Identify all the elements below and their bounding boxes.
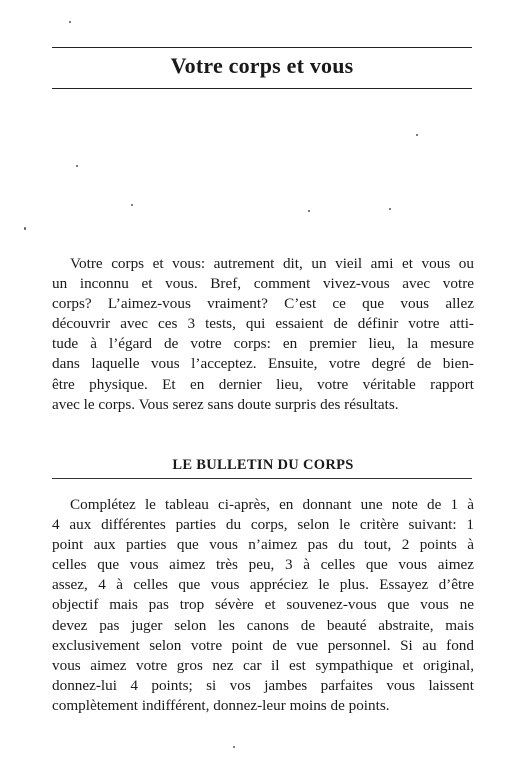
intro-line: un inconnu et vous. Bref, comment vivez-vous avec votre <box>52 275 474 293</box>
body-line: assez, 4 à celles que vous appréciez le plus. Essayez d’être <box>52 576 474 594</box>
body-line: vous aimez votre gros nez car il est sympathique et original, <box>52 656 474 674</box>
scan-speck <box>389 208 391 210</box>
page-title: Votre corps et vous <box>170 53 354 78</box>
title-bottom-rule <box>52 88 472 89</box>
body-line: exclusivement selon votre point de vue personnel. Si au fond <box>52 636 474 654</box>
scan-speck <box>416 134 418 136</box>
scan-speck <box>131 204 133 206</box>
section-rule <box>52 478 472 479</box>
intro-line: corps? L’aimez-vous vraiment? C’est ce que vous allez <box>52 295 474 313</box>
section-title: LE BULLETIN DU CORPS <box>172 457 354 473</box>
scan-speck <box>76 165 78 167</box>
intro-line: découvrir avec ces 3 tests, qui essaient de définir votre atti- <box>52 315 474 333</box>
body-paragraph <box>52 495 474 716</box>
body-line: donnez-lui 4 points; si vos jambes parfaites vous laissent <box>52 676 474 694</box>
scan-speck <box>233 746 235 748</box>
body-line: celles que vous aimez très peu, 3 à celles que vous aimez <box>52 556 474 574</box>
body-line: devez pas juger selon les canons de beauté abstraite, mais <box>52 616 474 634</box>
body-line: point aux parties que vous n’aimez pas du tout, 2 points à <box>52 536 474 554</box>
intro-line: dans laquelle vous l’acceptez. Ensuite, votre degré de bien- <box>52 355 474 373</box>
intro-paragraph <box>52 254 474 415</box>
scan-speck <box>24 227 26 230</box>
intro-line: avec le corps. Vous serez sans doute surpris des résultats. <box>52 395 399 413</box>
intro-line: Votre corps et vous: autrement dit, un vieil ami et vous ou <box>70 255 474 272</box>
body-line: objectif mais pas trop sévère et souvenez-vous que vous ne <box>52 596 474 614</box>
scan-speck <box>69 21 71 23</box>
body-line: 4 aux différentes parties du corps, selon le critère suivant: 1 <box>52 516 474 534</box>
scan-speck <box>308 210 310 212</box>
intro-line: tude à l’égard de votre corps: en premier lieu, la mesure <box>52 335 474 353</box>
body-line: complètement indifférent, donnez-leur moins de points. <box>52 696 390 714</box>
body-line: Complétez le tableau ci-après, en donnant une note de 1 à <box>70 496 474 513</box>
intro-line: être physique. Et en dernier lieu, votre véritable rapport <box>52 375 474 393</box>
title-top-rule <box>52 47 472 48</box>
